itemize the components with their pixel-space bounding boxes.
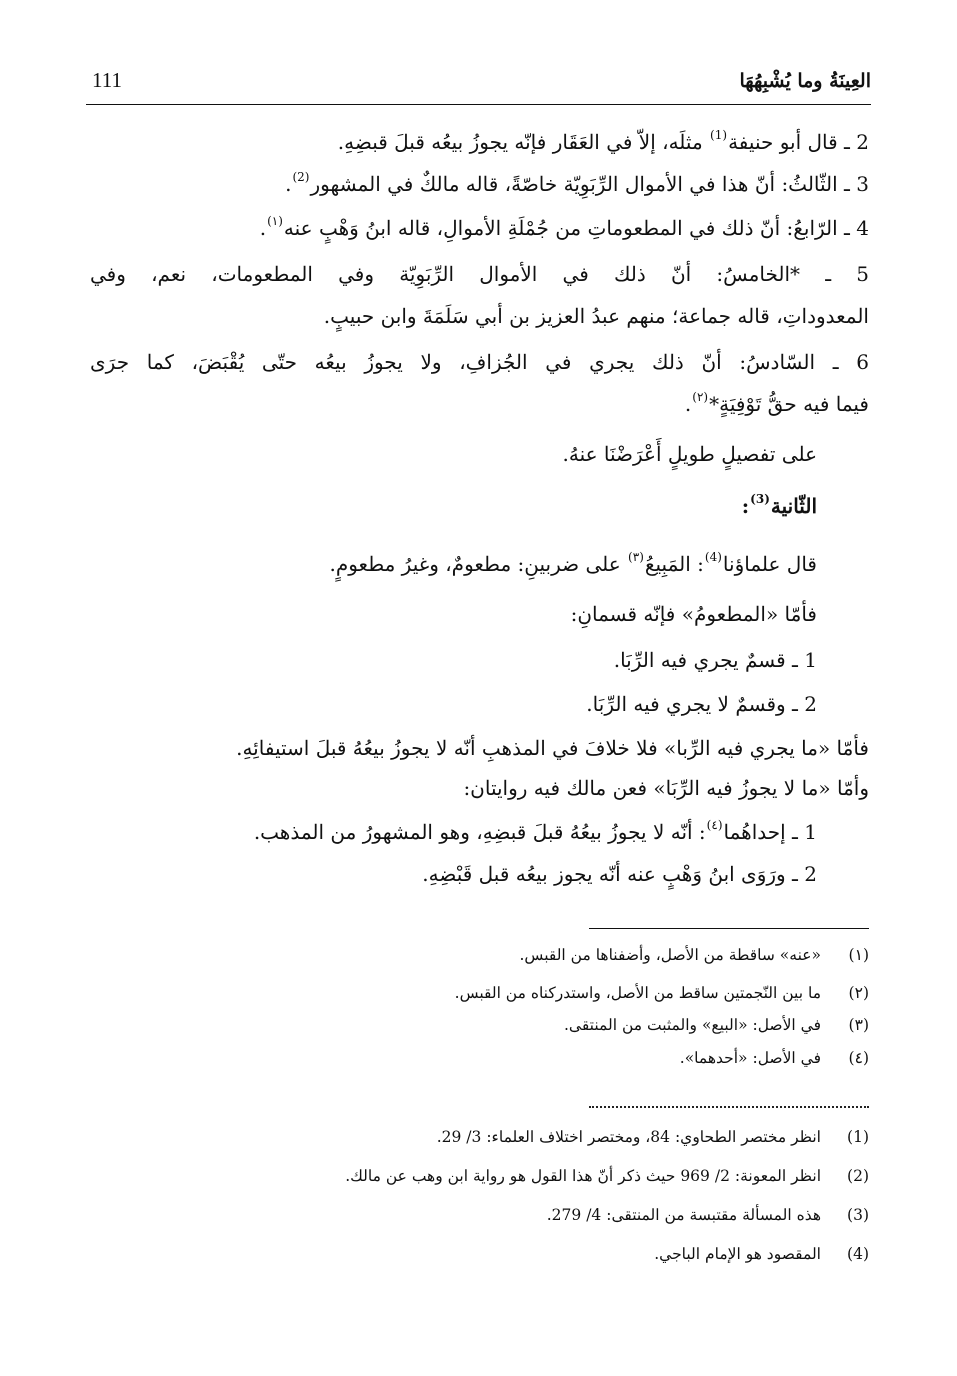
text-line-4: 5 ـ *الخامسُ: أنّ ذلك في الأموال الرِّبَوِيّة وفي المطعومات، نعم، وفي	[90, 262, 869, 286]
editor-note: (٢)ما بين النّجمتين ساقط من الأصل، واستدركناه من القبس.	[454, 984, 869, 1002]
text-line-5: المعدوداتِ، قاله جماعة؛ منهم عبدُ العزيز بن أبي سَلَمَةَ وابن حبيبٍ.	[323, 304, 869, 328]
text-line-17: 2 ـ ورَوَى ابنُ وَهْبٍ عنه أنّه يجوز بيعُه قبل قَبْضِهِ.	[422, 862, 817, 886]
running-title: العِينَةُ وما يُشْبِهُهَا	[739, 70, 871, 92]
editor-note: (١)«عنه» ساقطة من الأصل، وأضفناها من القبس.	[519, 946, 869, 964]
footnote-ref: (1)	[710, 128, 728, 143]
editor-note: (٤)في الأصل: «أحدهما».	[679, 1049, 869, 1067]
text-line-8: على تفصيلٍ طويلٍ أَعْرَضْنَا عنهُ.	[562, 442, 817, 466]
page-header	[86, 60, 871, 105]
text-line-3: 4 ـ الرّابعُ: أنّ ذلك في المطعوماتِ من جُمْلَةِ الأموالِ، قاله ابنُ وَهْبٍ عنه$^{(١)}$.	[259, 214, 869, 240]
footnote-divider	[589, 928, 869, 929]
dotted-divider	[589, 1106, 869, 1108]
text-line-7: فيما فيه حقُّ تَوْفِيَةٍ*$^{(٢)}$.	[684, 390, 869, 416]
footnote-ref: (4)	[704, 550, 722, 565]
text-line-16: 1 ـ إحداهُما$^{(٤)}$: أنّه لا يجوزُ بيعُهُ قبلَ قبضِهِ، وهو المشهورُ من المذهب.	[253, 818, 817, 844]
source-note: (4)المقصود هو الإمام الباجي.	[654, 1245, 869, 1263]
text-line-6: 6 ـ السّادسُ: أنّ ذلك يجري في الجُزافِ، ولا يجوزُ بيعُه حتّى يُقْبَضَ، كما جرَى	[90, 350, 869, 374]
section-heading: الثّانية$^{(3)}$:	[741, 492, 817, 518]
text-line-15: وأمّا «ما لا يجوزُ فيه الرِّبَا» فعن مالك فيه روايتان:	[463, 776, 869, 800]
text-line-11: فأمّا «المطعومُ» فإنّه قسمانِ:	[570, 602, 817, 626]
footnote-ref: (٤)	[706, 818, 723, 833]
footnote-ref: (٣)	[628, 550, 644, 565]
text-line-12: 1 ـ قسمٌ يجري فيه الرِّبَا.	[613, 648, 817, 672]
page-number: 111	[92, 68, 122, 92]
source-note: (3)هذه المسألة مقتبسة من المنتقى: 4/ 279.	[546, 1206, 869, 1224]
footnote-ref: (١)	[267, 214, 283, 229]
footnote-ref: (2)	[292, 170, 310, 185]
source-note: (1)انظر مختصر الطحاوي: 84، ومختصر اختلاف العلماء: 3/ 29.	[436, 1128, 869, 1146]
text-line-13: 2 ـ وقسمٌ لا يجري فيه الرِّبَا.	[586, 692, 817, 716]
text-line-2: 3 ـ الثّالثُ: أنّ هذا في الأموال الرِّبَوِيّة خاصّةً، قاله مالكٌ في المشهور$^{(2)}$.	[285, 170, 869, 196]
editor-note: (٣)في الأصل: «البيع» والمثبت من المنتقى.	[563, 1016, 869, 1034]
footnote-ref: (3)	[750, 492, 770, 507]
source-note: (2)انظر المعونة: 2/ 969 حيث ذكر أنّ هذا القول هو رواية ابن وهب عن مالك.	[345, 1167, 869, 1185]
footnote-ref: (٢)	[692, 390, 709, 405]
text-line-10: قال علماؤنا$^{(4)}$: المَبِيعُ$^{(٣)}$ على ضربينِ: مطعومٌ، وغيرُ مطعومٍ.	[329, 550, 817, 576]
text-line-14: فأمّا «ما يجري فيه الرِّبا» فلا خلافَ في المذهبِ أنّه لا يجوزُ بيعُهُ قبلَ استيفائِهِ.	[236, 736, 869, 760]
text-line-1: 2 ـ قال أبو حنيفة$^{(1)}$ مثلَه، إلاّ في العَقَار فإنّه يجوزُ بيعُه قبلَ قبضِهِ.	[337, 128, 869, 154]
